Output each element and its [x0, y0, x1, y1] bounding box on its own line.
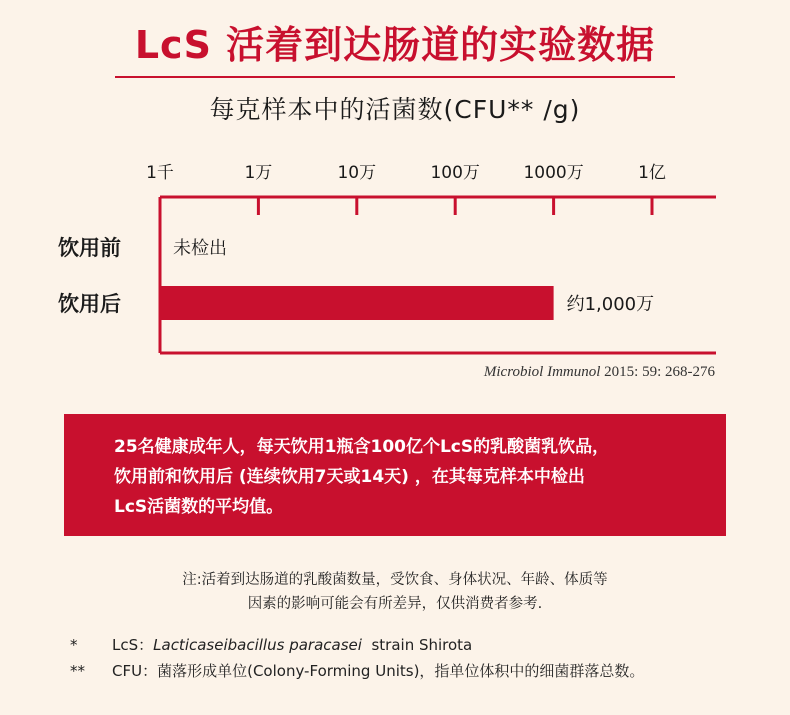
disclaimer-note — [0, 568, 790, 616]
note-line: 注:活着到达肠道的乳酸菌数量，受饮食、身体状况、年龄、体质等 — [182, 572, 608, 588]
study-description-line: 25名健康成年人，每天饮用1瓶含100亿个LcS的乳酸菌乳饮品， — [114, 437, 610, 457]
x-tick-label: 1000万 — [523, 163, 584, 183]
category-label: 饮用后 — [58, 292, 121, 316]
source-details: 2015: 59: 268-276 — [604, 364, 715, 380]
study-description-box — [64, 414, 726, 536]
footnote-prefix: CFU： — [112, 662, 158, 680]
study-description-line: 饮用前和饮用后 (连续饮用7天或14天) ，在其每克样本中检出 — [114, 467, 585, 487]
bar-value-label: 约1,000万 — [566, 294, 655, 315]
bar — [160, 286, 554, 320]
footnote-species: Lacticaseibacillus paracasei — [153, 636, 362, 654]
title-divider — [115, 76, 675, 78]
footnote-text: 菌落形成单位(Colony-Forming Units)，指单位体积中的细菌群落总数。 — [157, 662, 645, 680]
chart-title: 每克样本中的活菌数(CFU** /g) — [209, 95, 581, 124]
x-tick-label: 1亿 — [638, 163, 666, 183]
footnote-mark: ** — [70, 662, 85, 680]
study-description-line: LcS活菌数的平均值。 — [114, 497, 284, 517]
bar-value-label: 未检出 — [173, 238, 227, 259]
page-title: LcS 活着到达肠道的实验数据 — [134, 23, 656, 67]
footnote-mark: * — [70, 636, 78, 654]
bar-chart — [0, 145, 790, 360]
x-tick-label: 100万 — [430, 163, 480, 183]
footnote-lcs — [70, 634, 472, 655]
x-tick-label: 1千 — [146, 163, 174, 183]
source-journal: Microbiol Immunol — [483, 364, 601, 380]
x-tick-label: 10万 — [337, 163, 377, 183]
note-line: 因素的影响可能会有所差异，仅供消费者参考. — [247, 596, 543, 612]
footnote-cfu — [70, 660, 644, 681]
category-label: 饮用前 — [58, 236, 121, 260]
footnote-strain: strain Shirota — [371, 636, 473, 654]
source-citation — [484, 364, 715, 381]
footnote-prefix: LcS： — [112, 636, 154, 654]
x-tick-label: 1万 — [244, 163, 273, 183]
